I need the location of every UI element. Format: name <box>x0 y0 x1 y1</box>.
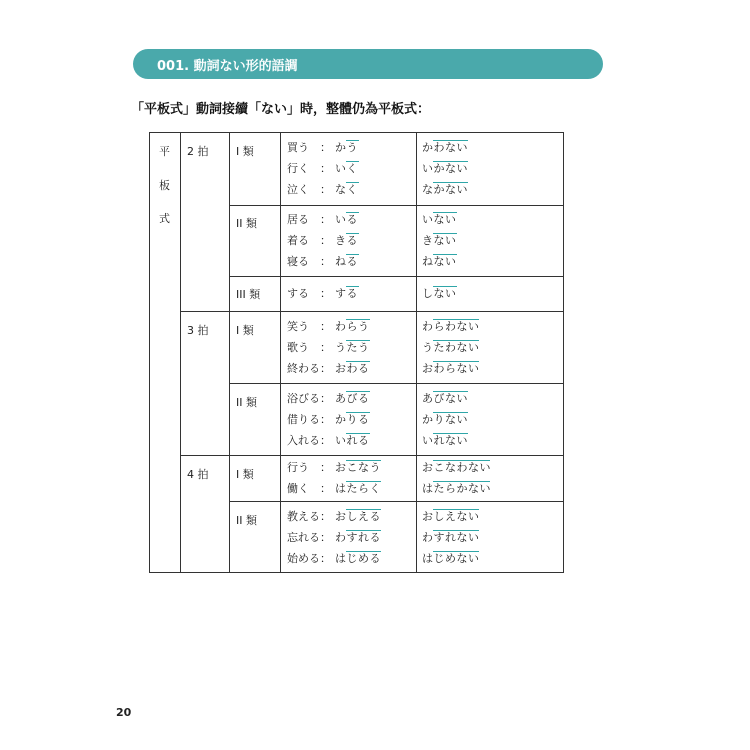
column-divider <box>180 133 181 572</box>
pitch-accent-line <box>433 140 468 141</box>
nai-form: うたわない <box>422 341 480 354</box>
pitch-accent-line <box>433 340 479 341</box>
pitch-accent-line <box>346 391 370 392</box>
row-divider <box>229 276 563 277</box>
pitch-accent-line <box>433 182 468 183</box>
pitch-accent-line <box>346 161 359 162</box>
pitch-accent-line <box>433 551 479 552</box>
pitch-accent-line <box>433 433 468 434</box>
nai-form: あびない <box>422 392 468 405</box>
verb-dictionary-form: 着る ： <box>287 234 331 247</box>
nai-form: いない <box>422 213 457 226</box>
pitch-accent-line <box>433 286 457 287</box>
pitch-accent-line <box>346 340 370 341</box>
pitch-accent-line <box>346 140 359 141</box>
nai-form: いれない <box>422 434 468 447</box>
pitch-accent-line <box>346 361 370 362</box>
verb-reading: なく <box>335 183 358 196</box>
pitch-accent-line <box>346 530 381 531</box>
pitch-accent-table <box>149 132 564 573</box>
row-divider <box>180 311 563 312</box>
pitch-accent-line <box>433 391 468 392</box>
column-divider <box>280 133 281 572</box>
column-divider <box>229 133 230 572</box>
verb-type-label: I 類 <box>236 324 254 337</box>
pitch-accent-line <box>346 233 359 234</box>
verb-type-label: I 類 <box>236 145 254 158</box>
verb-dictionary-form: 終わる： <box>287 362 331 375</box>
verb-dictionary-form: 居る ： <box>287 213 331 226</box>
verb-reading: きる <box>335 234 358 247</box>
verb-dictionary-form: 働く ： <box>287 482 331 495</box>
pitch-accent-line <box>433 233 457 234</box>
pitch-accent-line <box>433 509 479 510</box>
nai-form: いかない <box>422 162 468 175</box>
pitch-accent-line <box>346 286 359 287</box>
category-char: 平 <box>159 145 170 158</box>
verb-reading: はたらく <box>335 482 381 495</box>
section-title-banner <box>133 49 603 79</box>
verb-reading: かりる <box>335 413 370 426</box>
nai-form: おこなわない <box>422 461 491 474</box>
section-title: 001. 動詞ない形的語調 <box>157 58 298 74</box>
verb-dictionary-form: する ： <box>287 287 331 300</box>
nai-form: きない <box>422 234 457 247</box>
verb-reading: いれる <box>335 434 370 447</box>
pitch-accent-line <box>346 433 370 434</box>
verb-dictionary-form: 寝る ： <box>287 255 331 268</box>
nai-form: わらわない <box>422 320 480 333</box>
pitch-accent-line <box>346 551 381 552</box>
verb-reading: ねる <box>335 255 358 268</box>
verb-reading: はじめる <box>335 552 381 565</box>
nai-form: わすれない <box>422 531 480 544</box>
nai-form: はたらかない <box>422 482 491 495</box>
nai-form: おしえない <box>422 510 480 523</box>
nai-form: かわない <box>422 141 468 154</box>
verb-dictionary-form: 浴びる： <box>287 392 331 405</box>
pitch-accent-line <box>346 412 370 413</box>
verb-dictionary-form: 借りる： <box>287 413 331 426</box>
pitch-accent-line <box>346 319 370 320</box>
row-divider <box>229 501 563 502</box>
column-divider <box>416 133 417 572</box>
pitch-accent-line <box>346 212 359 213</box>
verb-dictionary-form: 入れる： <box>287 434 331 447</box>
verb-reading: おこなう <box>335 461 381 474</box>
verb-reading: あびる <box>335 392 370 405</box>
mora-label: 4 拍 <box>187 468 209 481</box>
verb-dictionary-form: 教える： <box>287 510 331 523</box>
verb-reading: いく <box>335 162 358 175</box>
intro-text: 「平板式」動詞接續「ない」時，整體仍為平板式： <box>131 102 431 117</box>
verb-dictionary-form: 行く ： <box>287 162 331 175</box>
pitch-accent-line <box>433 530 479 531</box>
pitch-accent-line <box>433 481 490 482</box>
pitch-accent-line <box>346 481 381 482</box>
pitch-accent-line <box>346 509 381 510</box>
verb-dictionary-form: 歌う ： <box>287 341 331 354</box>
verb-dictionary-form: 泣く ： <box>287 183 331 196</box>
verb-reading: いる <box>335 213 358 226</box>
row-divider <box>229 383 563 384</box>
pitch-accent-line <box>346 254 359 255</box>
pitch-accent-line <box>433 212 457 213</box>
pitch-accent-line <box>433 254 457 255</box>
category-char: 板 <box>159 179 170 192</box>
pitch-accent-line <box>433 460 490 461</box>
pitch-accent-line <box>346 182 359 183</box>
verb-reading: する <box>335 287 358 300</box>
nai-form: おわらない <box>422 362 480 375</box>
nai-form: なかない <box>422 183 468 196</box>
category-char: 式 <box>159 212 170 225</box>
verb-reading: おしえる <box>335 510 381 523</box>
pitch-accent-line <box>433 412 468 413</box>
verb-reading: うたう <box>335 341 370 354</box>
mora-label: 2 拍 <box>187 145 209 158</box>
nai-form: ねない <box>422 255 457 268</box>
nai-form: かりない <box>422 413 468 426</box>
verb-reading: わすれる <box>335 531 381 544</box>
pitch-accent-line <box>346 460 381 461</box>
verb-type-label: I 類 <box>236 468 254 481</box>
nai-form: はじめない <box>422 552 480 565</box>
verb-reading: わらう <box>335 320 370 333</box>
pitch-accent-line <box>433 319 479 320</box>
pitch-accent-line <box>433 161 468 162</box>
verb-reading: かう <box>335 141 358 154</box>
verb-dictionary-form: 笑う ： <box>287 320 331 333</box>
verb-type-label: II 類 <box>236 217 257 230</box>
pitch-accent-line <box>433 361 479 362</box>
page-number: 20 <box>116 706 132 719</box>
row-divider <box>180 455 563 456</box>
row-divider <box>229 205 563 206</box>
verb-reading: おわる <box>335 362 370 375</box>
nai-form: しない <box>422 287 457 300</box>
verb-type-label: II 類 <box>236 514 257 527</box>
verb-dictionary-form: 買う ： <box>287 141 331 154</box>
verb-type-label: III 類 <box>236 288 261 301</box>
verb-dictionary-form: 忘れる： <box>287 531 331 544</box>
verb-dictionary-form: 始める： <box>287 552 331 565</box>
mora-label: 3 拍 <box>187 324 209 337</box>
verb-type-label: II 類 <box>236 396 257 409</box>
verb-dictionary-form: 行う ： <box>287 461 331 474</box>
